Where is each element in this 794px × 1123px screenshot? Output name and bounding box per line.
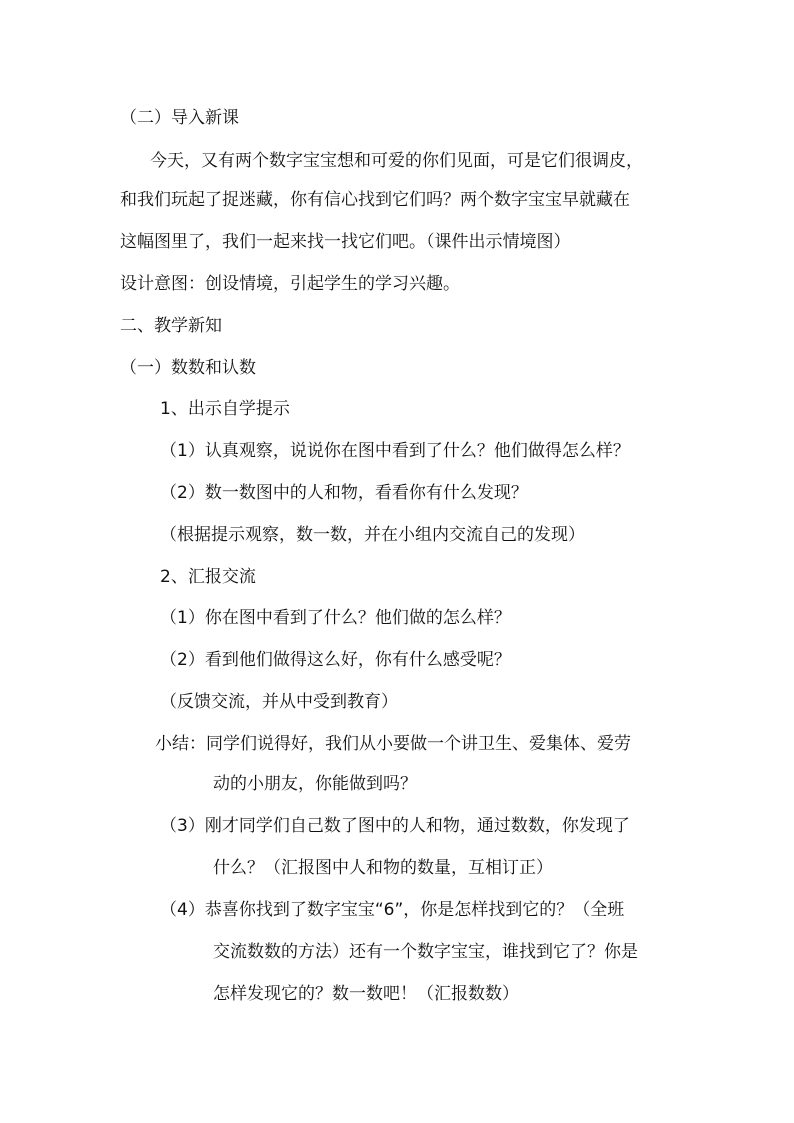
intro-paragraph-line-2: 和我们玩起了捉迷藏，你有信心找到它们吗？两个数字宝宝早就藏在 (120, 190, 630, 210)
step-1-item-2: （2）数一数图中的人和物，看看你有什么发现？ (160, 483, 528, 503)
section-2-title: 二、教学新知 (120, 316, 222, 336)
step-2-note: （反馈交流，并从中受到教育） (160, 692, 398, 712)
step-2-item-2: （2）看到他们做得这么好，你有什么感受呢？ (160, 650, 511, 670)
step-1-note: （根据提示观察，数一数，并在小组内交流自己的发现） (160, 525, 585, 545)
step-2-title: 2、汇报交流 (160, 567, 256, 587)
step-2-item-4-line-2: 交流数数的方法）还有一个数字宝宝，谁找到它了？你是 (213, 942, 638, 962)
summary-line-2: 动的小朋友，你能做到吗？ (213, 774, 417, 794)
step-2-item-4-line-3: 怎样发现它的？数一数吧！（汇报数数） (213, 984, 519, 1004)
step-1-title: 1、出示自学提示 (160, 399, 290, 419)
summary-line-1: 小结：同学们说得好，我们从小要做一个讲卫生、爱集体、爱劳 (155, 734, 631, 754)
intro-paragraph-line-1: 今天，又有两个数字宝宝想和可爱的你们见面，可是它们很调皮， (150, 151, 643, 171)
intro-paragraph-line-3: 这幅图里了，我们一起来找一找它们吧。（课件出示情境图） (120, 232, 571, 252)
step-2-item-3-line-1: （3）刚才同学们自己数了图中的人和物，通过数数，你发现了 (160, 816, 630, 836)
step-1-item-1: （1）认真观察，说说你在图中看到了什么？他们做得怎么样？ (160, 441, 630, 461)
step-2-item-1: （1）你在图中看到了什么？他们做的怎么样？ (160, 608, 511, 628)
subsection-1-title: （一）数数和认数 (120, 358, 256, 378)
section-intro-title: （二）导入新课 (120, 108, 239, 128)
step-2-item-3-line-2: 什么？（汇报图中人和物的数量，互相订正） (213, 858, 553, 878)
design-intent: 设计意图：创设情境，引起学生的学习兴趣。 (120, 274, 460, 294)
step-2-item-4-line-1: （4）恭喜你找到了数字宝宝“6”，你是怎样找到它的？（全班 (160, 900, 625, 920)
